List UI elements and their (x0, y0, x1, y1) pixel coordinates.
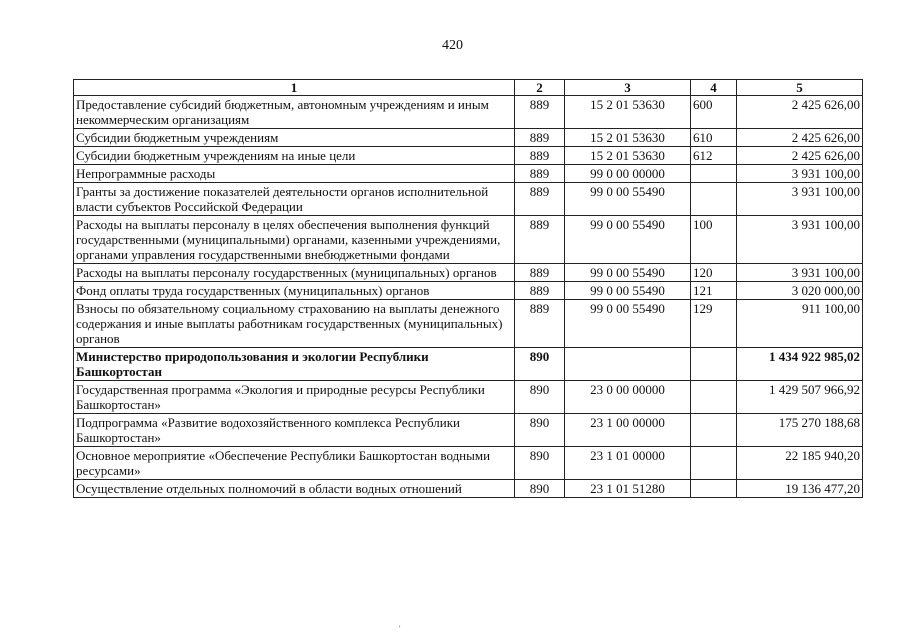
table-row (74, 414, 863, 447)
cell-target-article: 99 0 00 55490 (565, 216, 691, 264)
cell-target-article: 23 1 01 51280 (565, 480, 691, 498)
cell-amount: 3 931 100,00 (737, 216, 863, 264)
cell-name: Предоставление субсидий бюджетным, автономным учреждениям и иным некоммерческим организациям (74, 96, 515, 129)
page-number: 420 (442, 38, 463, 53)
table-row (74, 216, 863, 264)
cell-target-article: 15 2 01 53630 (565, 129, 691, 147)
cell-expense-type (691, 381, 737, 414)
cell-expense-type (691, 165, 737, 183)
cell-name: Расходы на выплаты персоналу в целях обеспечения выполнения функций государственными (муниципальными) органами, казенными учреждениями, органами управления государственными внебюджетными фондами (74, 216, 515, 264)
cell-expense-type (691, 414, 737, 447)
scan-mark: ' (399, 624, 401, 633)
cell-amount: 1 429 507 966,92 (737, 381, 863, 414)
table-row (74, 165, 863, 183)
cell-name: Основное мероприятие «Обеспечение Республики Башкортостан водными ресурсами» (74, 447, 515, 480)
table-row (74, 96, 863, 129)
cell-amount: 3 931 100,00 (737, 264, 863, 282)
table-row (74, 381, 863, 414)
cell-name: Субсидии бюджетным учреждениям на иные цели (74, 147, 515, 165)
cell-admin-code: 890 (515, 480, 565, 498)
cell-amount: 911 100,00 (737, 300, 863, 348)
cell-expense-type: 100 (691, 216, 737, 264)
cell-amount: 22 185 940,20 (737, 447, 863, 480)
cell-expense-type: 612 (691, 147, 737, 165)
table-row (74, 300, 863, 348)
cell-name: Министерство природопользования и экологии Республики Башкортостан (74, 348, 515, 381)
cell-target-article: 23 1 00 00000 (565, 414, 691, 447)
column-header-amount: 5 (737, 80, 863, 96)
table-row (74, 282, 863, 300)
table-row (74, 147, 863, 165)
cell-target-article: 99 0 00 55490 (565, 282, 691, 300)
table-row (74, 480, 863, 498)
table-header-row (74, 80, 863, 96)
table-row (74, 348, 863, 381)
cell-target-article: 99 0 00 00000 (565, 165, 691, 183)
cell-name: Фонд оплаты труда государственных (муниципальных) органов (74, 282, 515, 300)
cell-admin-code: 890 (515, 381, 565, 414)
cell-amount: 19 136 477,20 (737, 480, 863, 498)
table-row (74, 183, 863, 216)
cell-target-article: 99 0 00 55490 (565, 264, 691, 282)
cell-admin-code: 889 (515, 183, 565, 216)
cell-target-article (565, 348, 691, 381)
cell-name: Расходы на выплаты персоналу государственных (муниципальных) органов (74, 264, 515, 282)
column-header-admin: 2 (515, 80, 565, 96)
column-header-target-article: 3 (565, 80, 691, 96)
cell-expense-type: 120 (691, 264, 737, 282)
cell-amount: 2 425 626,00 (737, 147, 863, 165)
cell-admin-code: 889 (515, 216, 565, 264)
cell-amount: 3 020 000,00 (737, 282, 863, 300)
cell-admin-code: 889 (515, 129, 565, 147)
cell-expense-type: 610 (691, 129, 737, 147)
cell-admin-code: 890 (515, 348, 565, 381)
table-row (74, 264, 863, 282)
cell-amount: 3 931 100,00 (737, 183, 863, 216)
cell-target-article: 15 2 01 53630 (565, 147, 691, 165)
cell-target-article: 99 0 00 55490 (565, 300, 691, 348)
cell-name: Взносы по обязательному социальному страхованию на выплаты денежного содержания и иные выплаты работникам государственных (муниципальных) органов (74, 300, 515, 348)
cell-expense-type (691, 348, 737, 381)
cell-amount: 175 270 188,68 (737, 414, 863, 447)
cell-amount: 2 425 626,00 (737, 129, 863, 147)
cell-name: Гранты за достижение показателей деятельности органов исполнительной власти субъектов Российской Федерации (74, 183, 515, 216)
cell-amount: 2 425 626,00 (737, 96, 863, 129)
cell-admin-code: 889 (515, 300, 565, 348)
cell-expense-type: 600 (691, 96, 737, 129)
cell-target-article: 99 0 00 55490 (565, 183, 691, 216)
cell-admin-code: 889 (515, 165, 565, 183)
cell-name: Государственная программа «Экология и природные ресурсы Республики Башкортостан» (74, 381, 515, 414)
cell-target-article: 15 2 01 53630 (565, 96, 691, 129)
column-header-expense-type: 4 (691, 80, 737, 96)
cell-admin-code: 890 (515, 447, 565, 480)
cell-expense-type: 121 (691, 282, 737, 300)
cell-admin-code: 890 (515, 414, 565, 447)
column-header-name: 1 (74, 80, 515, 96)
cell-name: Осуществление отдельных полномочий в области водных отношений (74, 480, 515, 498)
cell-target-article: 23 1 01 00000 (565, 447, 691, 480)
cell-admin-code: 889 (515, 282, 565, 300)
cell-expense-type (691, 480, 737, 498)
cell-expense-type (691, 447, 737, 480)
table-body (74, 96, 863, 498)
cell-expense-type: 129 (691, 300, 737, 348)
cell-name: Подпрограмма «Развитие водохозяйственного комплекса Республики Башкортостан» (74, 414, 515, 447)
cell-amount: 1 434 922 985,02 (737, 348, 863, 381)
budget-table (73, 79, 863, 498)
cell-name: Субсидии бюджетным учреждениям (74, 129, 515, 147)
cell-amount: 3 931 100,00 (737, 165, 863, 183)
cell-admin-code: 889 (515, 96, 565, 129)
table-row (74, 447, 863, 480)
cell-expense-type (691, 183, 737, 216)
cell-admin-code: 889 (515, 147, 565, 165)
cell-target-article: 23 0 00 00000 (565, 381, 691, 414)
table-row (74, 129, 863, 147)
cell-admin-code: 889 (515, 264, 565, 282)
cell-name: Непрограммные расходы (74, 165, 515, 183)
